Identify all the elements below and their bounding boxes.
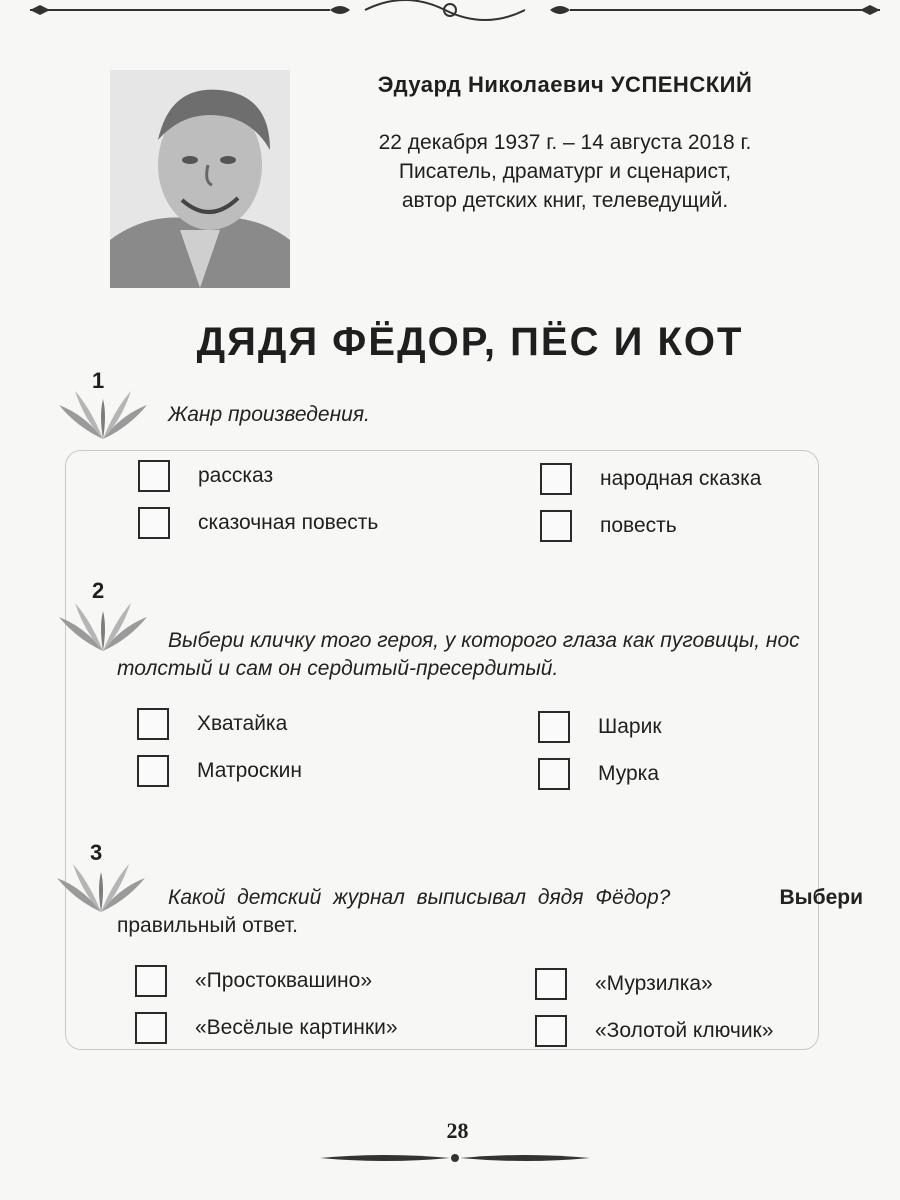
checkbox[interactable] (135, 965, 167, 997)
author-portrait (110, 70, 290, 288)
checkbox[interactable] (538, 711, 570, 743)
question-line: правильный ответ. (117, 914, 298, 937)
question-line: толстый и сам он сердитый-пресердитый. (117, 657, 559, 680)
option-label: повесть (600, 514, 677, 537)
option-label: «Золотой ключик» (595, 1019, 774, 1042)
checkbox[interactable] (535, 1015, 567, 1047)
top-ornament (0, 0, 900, 30)
task-ornament-icon (55, 597, 151, 653)
option-label: «Простоквашино» (195, 969, 373, 992)
task-question (117, 654, 558, 684)
task-ornament-icon (53, 858, 149, 914)
checkbox[interactable] (535, 968, 567, 1000)
option-label: Хватайка (197, 712, 288, 735)
option-item[interactable] (538, 709, 662, 745)
option-item[interactable] (135, 1010, 398, 1046)
checkbox[interactable] (540, 510, 572, 542)
author-name: Эдуард Николаевич УСПЕНСКИЙ (377, 72, 753, 97)
option-label: Мурка (598, 762, 660, 785)
task-question (168, 626, 800, 656)
checkbox[interactable] (135, 1012, 167, 1044)
page-title: ДЯДЯ ФЁДОР, ПЁС И КОТ (196, 320, 744, 364)
option-item[interactable] (137, 706, 287, 742)
option-item[interactable] (535, 1013, 773, 1049)
option-label: Матроскин (197, 759, 302, 782)
question-emphasis: Выбери (779, 886, 863, 909)
option-label: рассказ (198, 464, 274, 487)
option-item[interactable] (138, 458, 273, 494)
task-question: Жанр произведения. (168, 403, 370, 426)
option-item[interactable] (540, 461, 761, 497)
task-question (168, 883, 863, 913)
option-item[interactable] (135, 963, 372, 999)
task-number: 1 (92, 368, 105, 393)
question-line: Какой детский журнал выписывал дядя Фёдор? (168, 886, 671, 909)
option-item[interactable] (540, 508, 677, 544)
task-number: 3 (90, 840, 103, 865)
option-item[interactable] (535, 966, 713, 1002)
option-item[interactable] (138, 505, 378, 541)
page-number: 28 (446, 1118, 469, 1143)
option-item[interactable] (538, 756, 659, 792)
option-label: народная сказка (600, 467, 762, 490)
option-item[interactable] (137, 753, 302, 789)
author-desc-line2: автор детских книг, телеведущий. (401, 189, 729, 212)
author-desc-line1: Писатель, драматург и сценарист, (398, 160, 732, 183)
bottom-ornament (320, 1148, 590, 1168)
checkbox[interactable] (538, 758, 570, 790)
option-label: Шарик (598, 715, 662, 738)
checkbox[interactable] (138, 507, 170, 539)
checkbox[interactable] (137, 708, 169, 740)
task-number: 2 (92, 578, 105, 603)
author-dates: 22 декабря 1937 г. – 14 августа 2018 г. (378, 131, 752, 154)
question-line: Выбери кличку того героя, у которого глаза как пуговицы, нос (168, 629, 800, 652)
task-question (117, 911, 298, 941)
checkbox[interactable] (138, 460, 170, 492)
author-info (330, 128, 800, 215)
option-label: «Мурзилка» (595, 972, 713, 995)
checkbox[interactable] (540, 463, 572, 495)
option-label: «Весёлые картинки» (195, 1016, 398, 1039)
checkbox[interactable] (137, 755, 169, 787)
option-label: сказочная повесть (198, 511, 379, 534)
